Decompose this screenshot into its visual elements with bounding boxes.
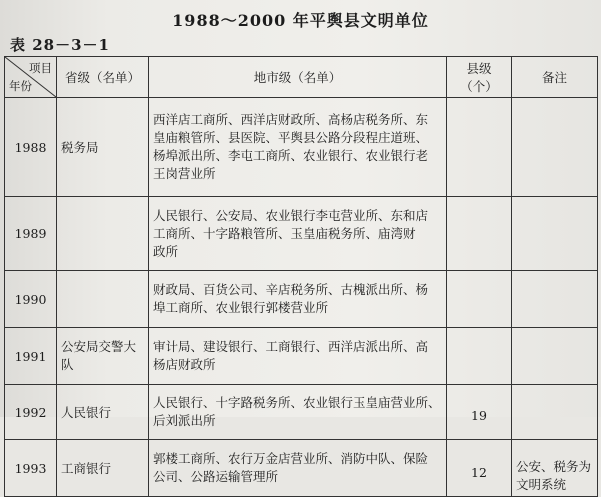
municipal-line: 皇庙粮管所、县医院、平舆县公路分段程庄道班、	[153, 130, 429, 145]
county-cell	[447, 197, 512, 271]
year-cell: 1988	[5, 98, 57, 197]
municipal-line: 郭楼工商所、农行万金店营业所、消防中队、保险	[153, 451, 429, 466]
municipal-line: 公司、公路运输管理所	[153, 469, 279, 484]
note-cell	[512, 271, 598, 328]
year-cell: 1992	[5, 385, 57, 440]
county-cell: 19	[447, 385, 512, 440]
table-row	[5, 440, 598, 497]
note-cell	[512, 98, 598, 197]
municipal-line: 财政局、百货公司、辛店税务所、古槐派出所、杨	[153, 282, 429, 297]
municipal-line: 政所	[153, 243, 179, 259]
header-year-label: 年份	[9, 79, 32, 93]
municipal-line: 人民银行、十字路税务所、农业银行玉皇庙营业所、	[153, 395, 441, 410]
header-provincial: 省级（名单）	[57, 57, 149, 98]
municipal-cell	[149, 197, 447, 271]
municipal-cell	[149, 440, 447, 497]
municipal-line: 人民银行、公安局、农业银行李屯营业所、东和店	[153, 207, 429, 223]
year-cell: 1989	[5, 197, 57, 271]
municipal-line: 西洋店工商所、西洋店财政所、高杨店税务所、东	[153, 112, 429, 127]
civilized-units-table	[4, 56, 598, 497]
table-row	[5, 385, 598, 440]
note-cell	[512, 328, 598, 385]
note-cell	[512, 385, 598, 440]
provincial-cell: 公安局交警大队	[57, 328, 149, 385]
page-title: 1988～2000 年平舆县文明单位	[172, 11, 429, 30]
note-cell	[512, 197, 598, 271]
municipal-line: 埠工商所、农业银行郭楼营业所	[153, 300, 329, 315]
municipal-cell	[149, 98, 447, 197]
table-row	[5, 98, 598, 197]
provincial-cell: 税务局	[57, 98, 149, 197]
year-cell: 1991	[5, 328, 57, 385]
municipal-cell	[149, 385, 447, 440]
header-municipal: 地市级（名单）	[149, 57, 447, 98]
municipal-line: 王岗营业所	[153, 166, 216, 181]
municipal-line: 工商所、十字路粮管所、玉皇庙税务所、庙湾财	[153, 225, 416, 241]
year-cell: 1990	[5, 271, 57, 328]
county-cell: 12	[447, 440, 512, 497]
county-cell	[447, 328, 512, 385]
table-row	[5, 271, 598, 328]
municipal-line: 后刘派出所	[153, 413, 216, 428]
county-cell	[447, 271, 512, 328]
provincial-cell	[57, 271, 149, 328]
header-diagonal-cell	[5, 57, 57, 98]
table-row	[5, 197, 598, 271]
provincial-cell	[57, 197, 149, 271]
table-header-row	[5, 57, 598, 98]
table-row	[5, 328, 598, 385]
header-note: 备注	[512, 57, 598, 98]
county-cell	[447, 98, 512, 197]
municipal-cell	[149, 328, 447, 385]
note-line: 公安、税务为	[516, 459, 592, 474]
municipal-line: 杨店财政所	[153, 357, 216, 372]
note-cell	[512, 440, 598, 497]
provincial-cell: 人民银行	[57, 385, 149, 440]
note-line: 文明系统	[516, 477, 567, 492]
table-number: 表 28－3－1	[10, 36, 110, 54]
year-cell: 1993	[5, 440, 57, 497]
municipal-line: 审计局、建设银行、工商银行、西洋店派出所、高	[153, 339, 429, 354]
header-item-label: 项目	[29, 61, 52, 75]
header-county: 县级（个）	[447, 57, 512, 98]
municipal-line: 杨埠派出所、李屯工商所、农业银行、农业银行老	[153, 148, 429, 163]
municipal-cell	[149, 271, 447, 328]
provincial-cell: 工商银行	[57, 440, 149, 497]
